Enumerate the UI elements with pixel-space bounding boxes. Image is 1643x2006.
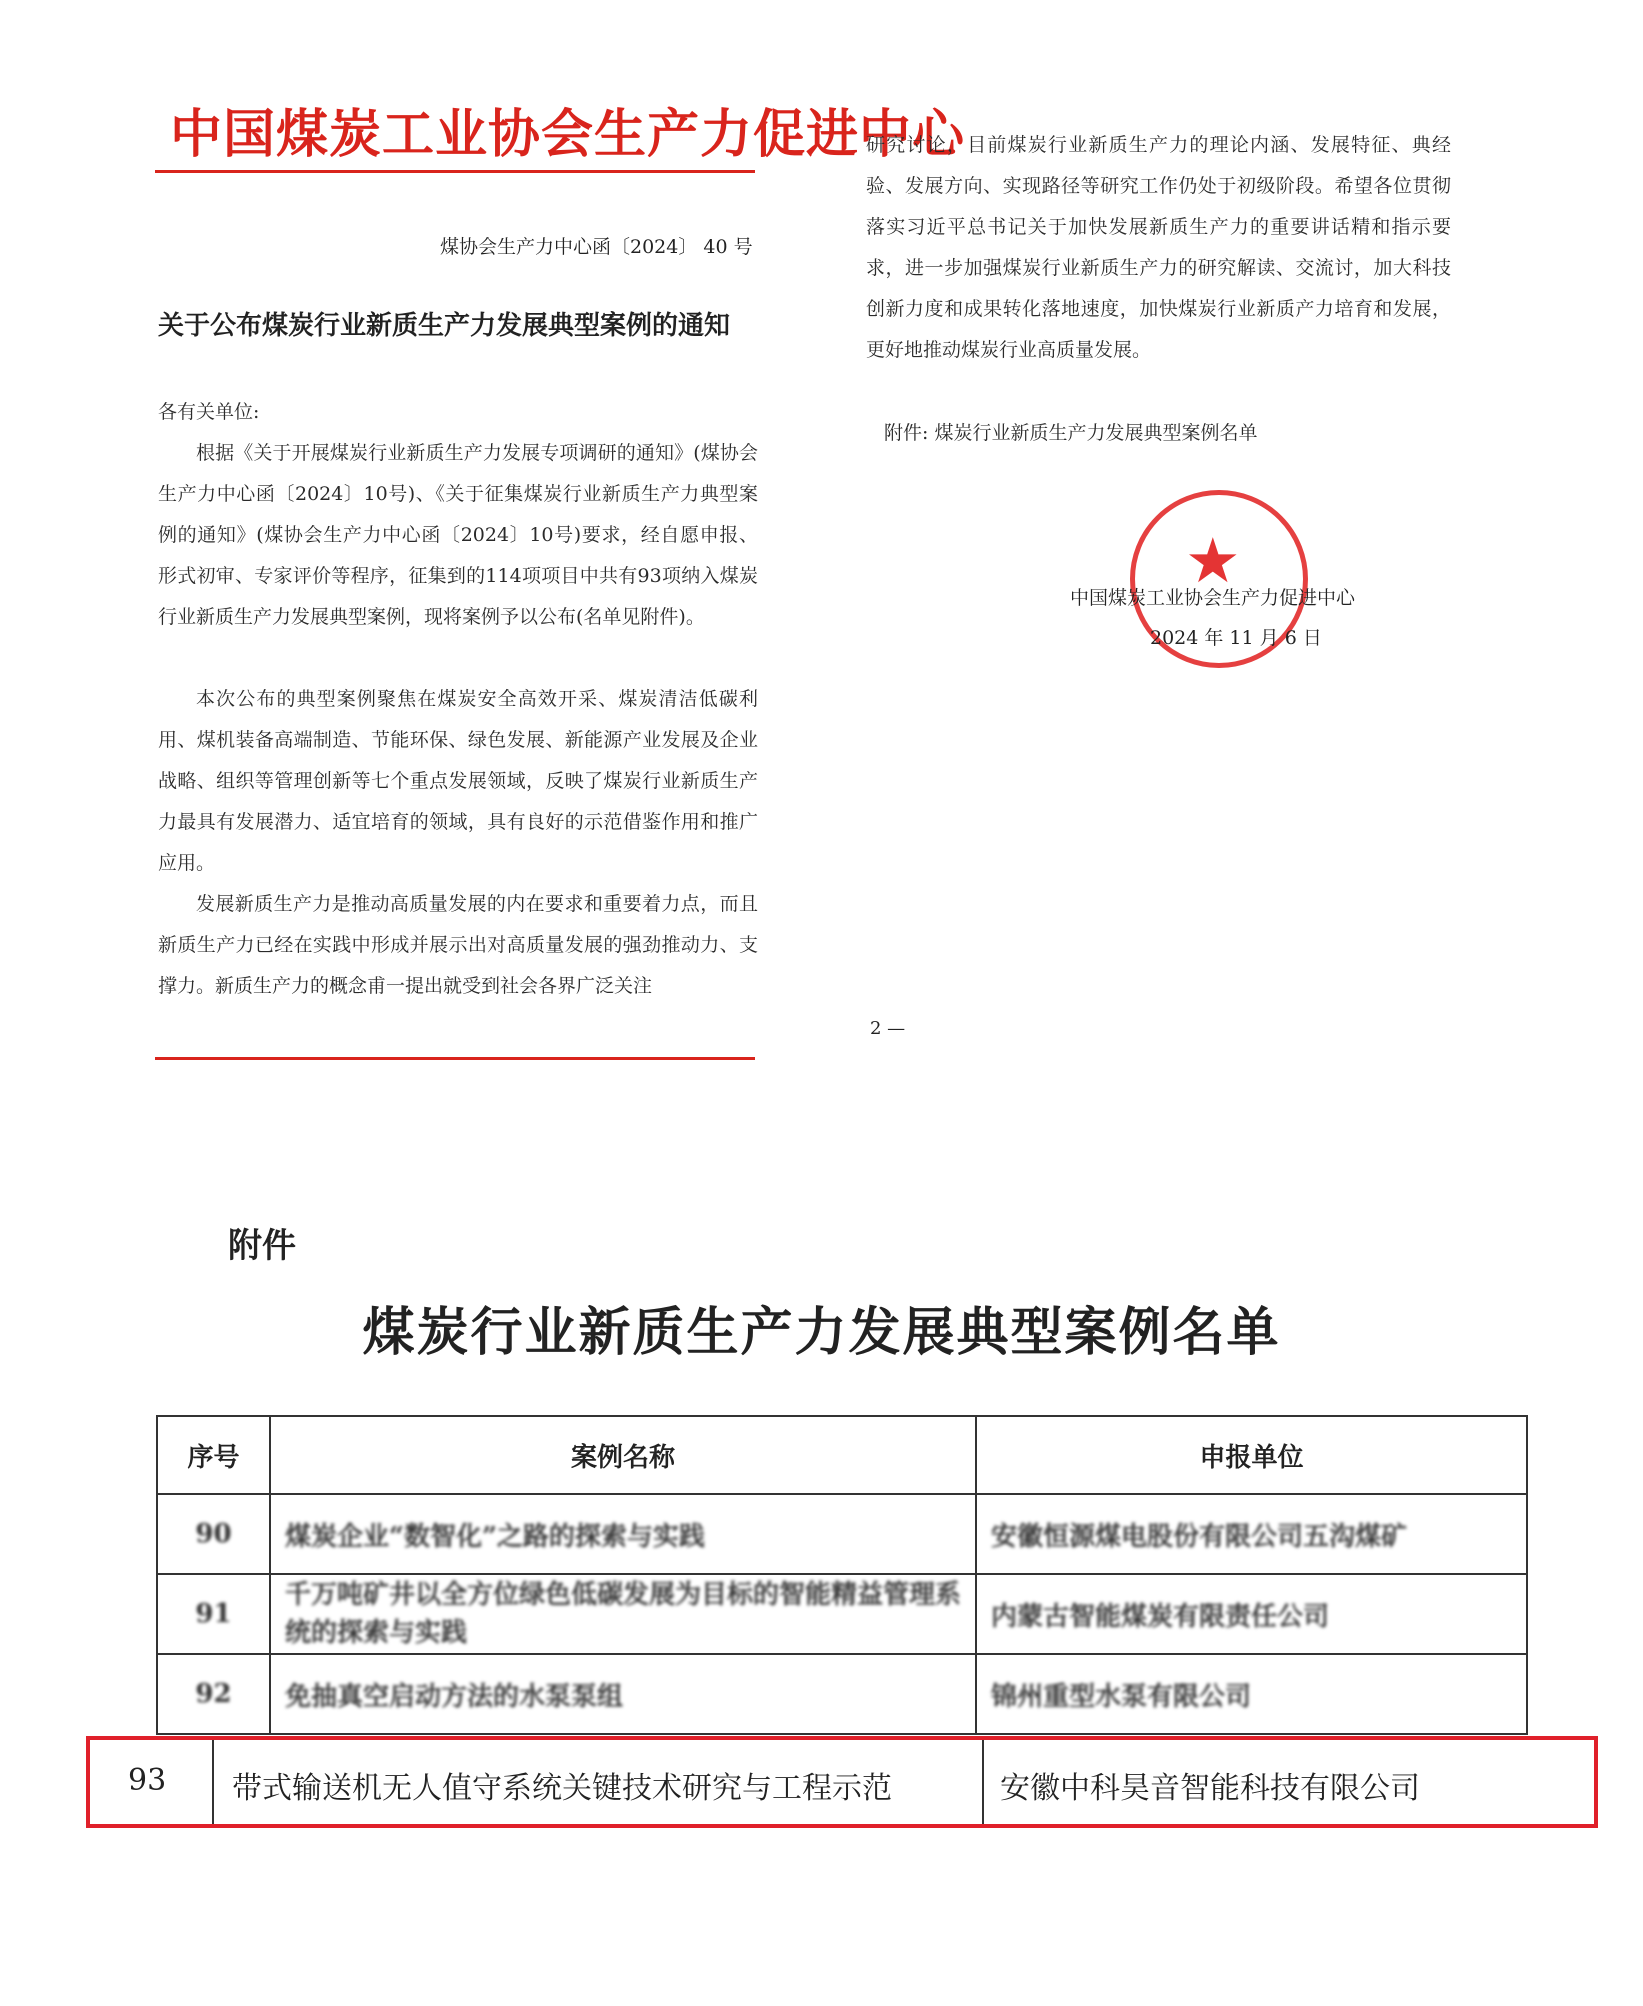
signature-org: 中国煤炭工业协会生产力促进中心 bbox=[1070, 587, 1356, 609]
notice-title: 关于公布煤炭行业新质生产力发展典型案例的通知 bbox=[158, 311, 731, 341]
salutation: 各有关单位: bbox=[158, 401, 260, 423]
seal-star-icon: ★ bbox=[1185, 524, 1241, 597]
case-name: 千万吨矿井以全方位绿色低碳发展为目标的智能精益管理系统的探索与实践 bbox=[270, 1574, 976, 1654]
org-letterhead-title: 中国煤炭工业协会生产力促进中心 bbox=[170, 104, 966, 165]
letter-paragraph-3: 发展新质生产力是推动高质量发展的内在要求和重要着力点，而且新质生产力已经在实践中形成并展示出对高质量发展的强劲推动力、支撑力。新质生产力的概念甫一提出就受到社会各界广泛关注 bbox=[158, 893, 758, 997]
row-number: 90 bbox=[157, 1494, 270, 1574]
letter-paragraph-2: 本次公布的典型案例聚焦在煤炭安全高效开采、煤炭清洁低碳利用、煤机装备高端制造、节能环保、绿色发展、新能源产业发展及企业战略、组织等管理创新等七个重点发展领域，反映了煤炭行业新质生产力最具有发展潜力、适宜培育的领域，具有良好的示范借鉴作用和推广应用。 bbox=[158, 688, 758, 874]
column-header-unit: 申报单位 bbox=[976, 1416, 1527, 1494]
document-number: 煤协会生产力中心函〔2024〕 40 号 bbox=[440, 236, 753, 258]
column-header-no: 序号 bbox=[157, 1416, 270, 1494]
highlight-row-number: 93 bbox=[128, 1763, 167, 1798]
row-number: 91 bbox=[157, 1574, 270, 1654]
attachment-heading: 附件 bbox=[228, 1226, 296, 1266]
highlight-case-name: 带式输送机无人值守系统关键技术研究与工程示范 bbox=[232, 1771, 892, 1806]
table-row bbox=[157, 1494, 1527, 1574]
page-number: 2 — bbox=[870, 1018, 906, 1039]
letterhead-red-rule bbox=[155, 170, 755, 173]
applicant-unit: 内蒙古智能煤炭有限责任公司 bbox=[976, 1574, 1527, 1654]
table-header-row bbox=[157, 1416, 1527, 1494]
letter-paragraph-1: 根据《关于开展煤炭行业新质生产力发展专项调研的通知》(煤协会生产力中心函〔2024〕10号)、《关于征集煤炭行业新质生产力典型案例的通知》(煤协会生产力中心函〔2024〕10号)要求，经自愿申报、形式初审、专家评价等程序，征集到的114项项目中共有93项纳入煤炭行业新质生产力发展典型案例，现将案例予以公布(名单见附件)。 bbox=[158, 442, 758, 628]
letter-paragraph-4: 研究讨论，目前煤炭行业新质生产力的理论内涵、发展特征、典经验、发展方向、实现路径等研究工作仍处于初级阶段。希望各位贯彻落实习近平总书记关于加快发展新质生产力的重要讲话精和指示要求，进一步加强煤炭行业新质生产力的研究解读、交流讨，加大科技创新力度和成果转化落地速度，加快煤炭行业新质产力培育和发展，更好地推动煤炭行业高质量发展。 bbox=[866, 134, 1451, 361]
case-table bbox=[156, 1415, 1528, 1735]
highlight-applicant-unit: 安徽中科昊音智能科技有限公司 bbox=[1000, 1771, 1420, 1806]
row-number: 92 bbox=[157, 1654, 270, 1734]
case-name: 免抽真空启动方法的水泵泵组 bbox=[270, 1654, 976, 1734]
highlight-column-divider bbox=[982, 1740, 984, 1824]
applicant-unit: 安徽恒源煤电股份有限公司五沟煤矿 bbox=[976, 1494, 1527, 1574]
signature-date: 2024 年 11 月 6 日 bbox=[1150, 627, 1322, 649]
applicant-unit: 锦州重型水泵有限公司 bbox=[976, 1654, 1527, 1734]
case-list-title: 煤炭行业新质生产力发展典型案例名单 bbox=[362, 1302, 1281, 1363]
table-row bbox=[157, 1654, 1527, 1734]
footer-red-rule bbox=[155, 1057, 755, 1060]
table-row bbox=[157, 1574, 1527, 1654]
case-name: 煤炭企业“数智化”之路的探索与实践 bbox=[270, 1494, 976, 1574]
highlight-column-divider bbox=[212, 1740, 214, 1824]
column-header-case-name: 案例名称 bbox=[270, 1416, 976, 1494]
attachment-note: 附件: 煤炭行业新质生产力发展典型案例名单 bbox=[884, 422, 1258, 444]
